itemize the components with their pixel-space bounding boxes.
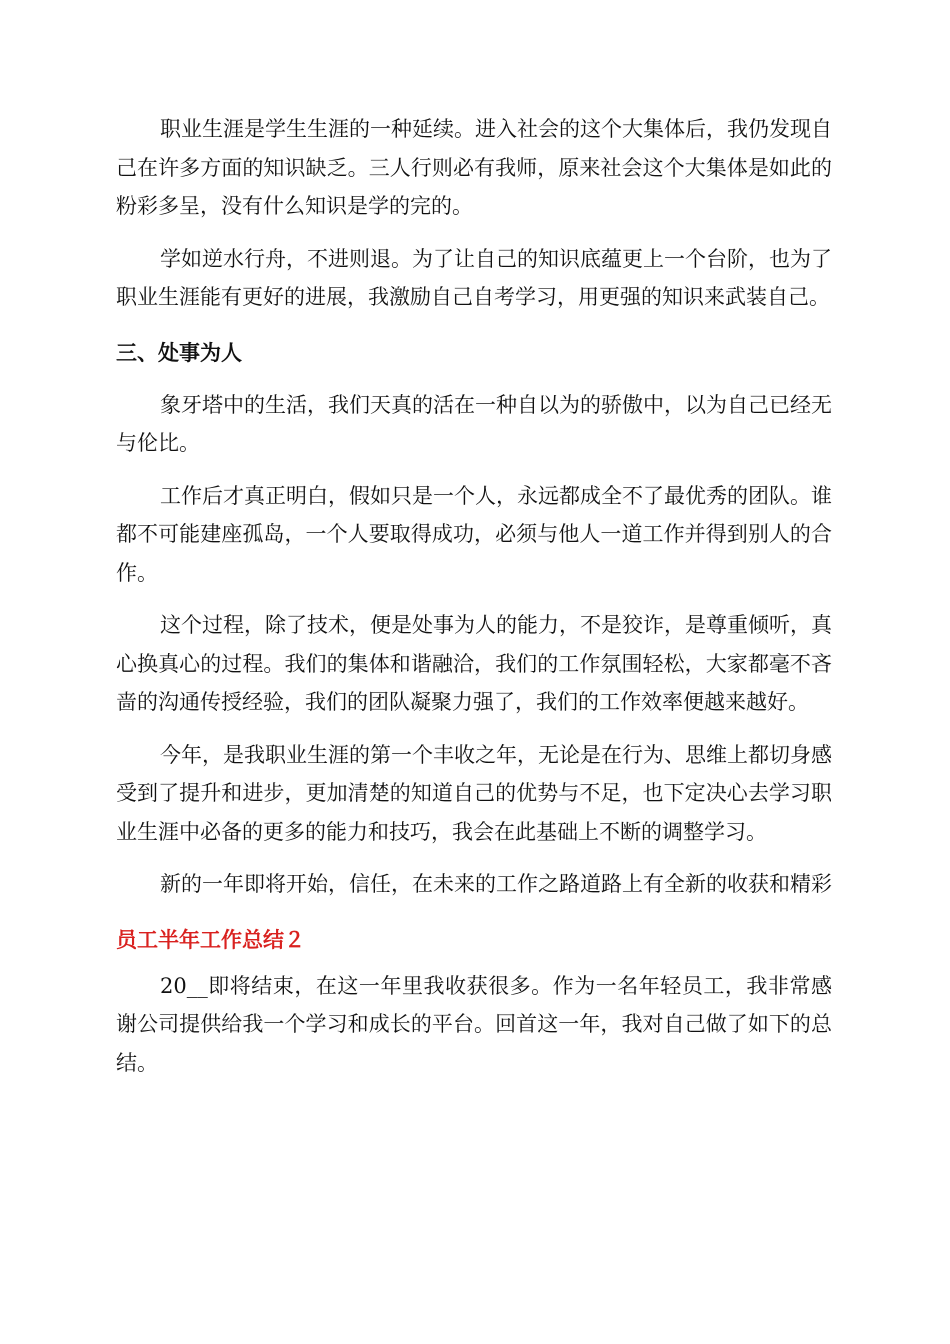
body-paragraph: 新的一年即将开始，信任，在未来的工作之路道路上有全新的收获和精彩: [160, 872, 832, 896]
section-heading: 三、处事为人: [116, 340, 242, 365]
article-title: 员工半年工作总结２: [116, 927, 305, 952]
body-paragraph: 这个过程，除了技术，便是处事为人的能力，不是狡诈，是尊重倾听，真心换真心的过程。我们的集体和谐融洽，我们的工作氛围轻松，大家都毫不吝啬的沟通传授经验，我们的团队凝聚力强了，我们的工作效率便越来越好。: [116, 613, 832, 714]
body-paragraph: 学如逆水行舟，不进则退。为了让自己的知识底蕴更上一个台阶，也为了职业生涯能有更好的进展，我激励自己自考学习，用更强的知识来武装自己。: [116, 246, 832, 309]
body-paragraph: 象牙塔中的生活，我们天真的活在一种自以为的骄傲中，以为自己已经无与伦比。: [116, 392, 832, 455]
body-paragraph: 20__即将结束，在这一年里我收获很多。作为一名年轻员工，我非常感谢公司提供给我一个学习和成长的平台。回首这一年，我对自己做了如下的总结。: [116, 973, 832, 1075]
body-paragraph: 工作后才真正明白，假如只是一个人，永远都成全不了最优秀的团队。谁都不可能建座孤岛，一个人要取得成功，必须与他人一道工作并得到别人的合作。: [116, 483, 832, 585]
body-paragraph: 职业生涯是学生生涯的一种延续。进入社会的这个大集体后，我仍发现自己在许多方面的知识缺乏。三人行则必有我师，原来社会这个大集体是如此的粉彩多呈，没有什么知识是学的完的。: [116, 117, 832, 218]
body-paragraph: 今年，是我职业生涯的第一个丰收之年，无论是在行为、思维上都切身感受到了提升和进步，更加清楚的知道自己的优势与不足，也下定决心去学习职业生涯中必备的更多的能力和技巧，我会在此基础上不断的调整学习。: [116, 742, 832, 844]
document-page: [116, 110, 832, 1082]
